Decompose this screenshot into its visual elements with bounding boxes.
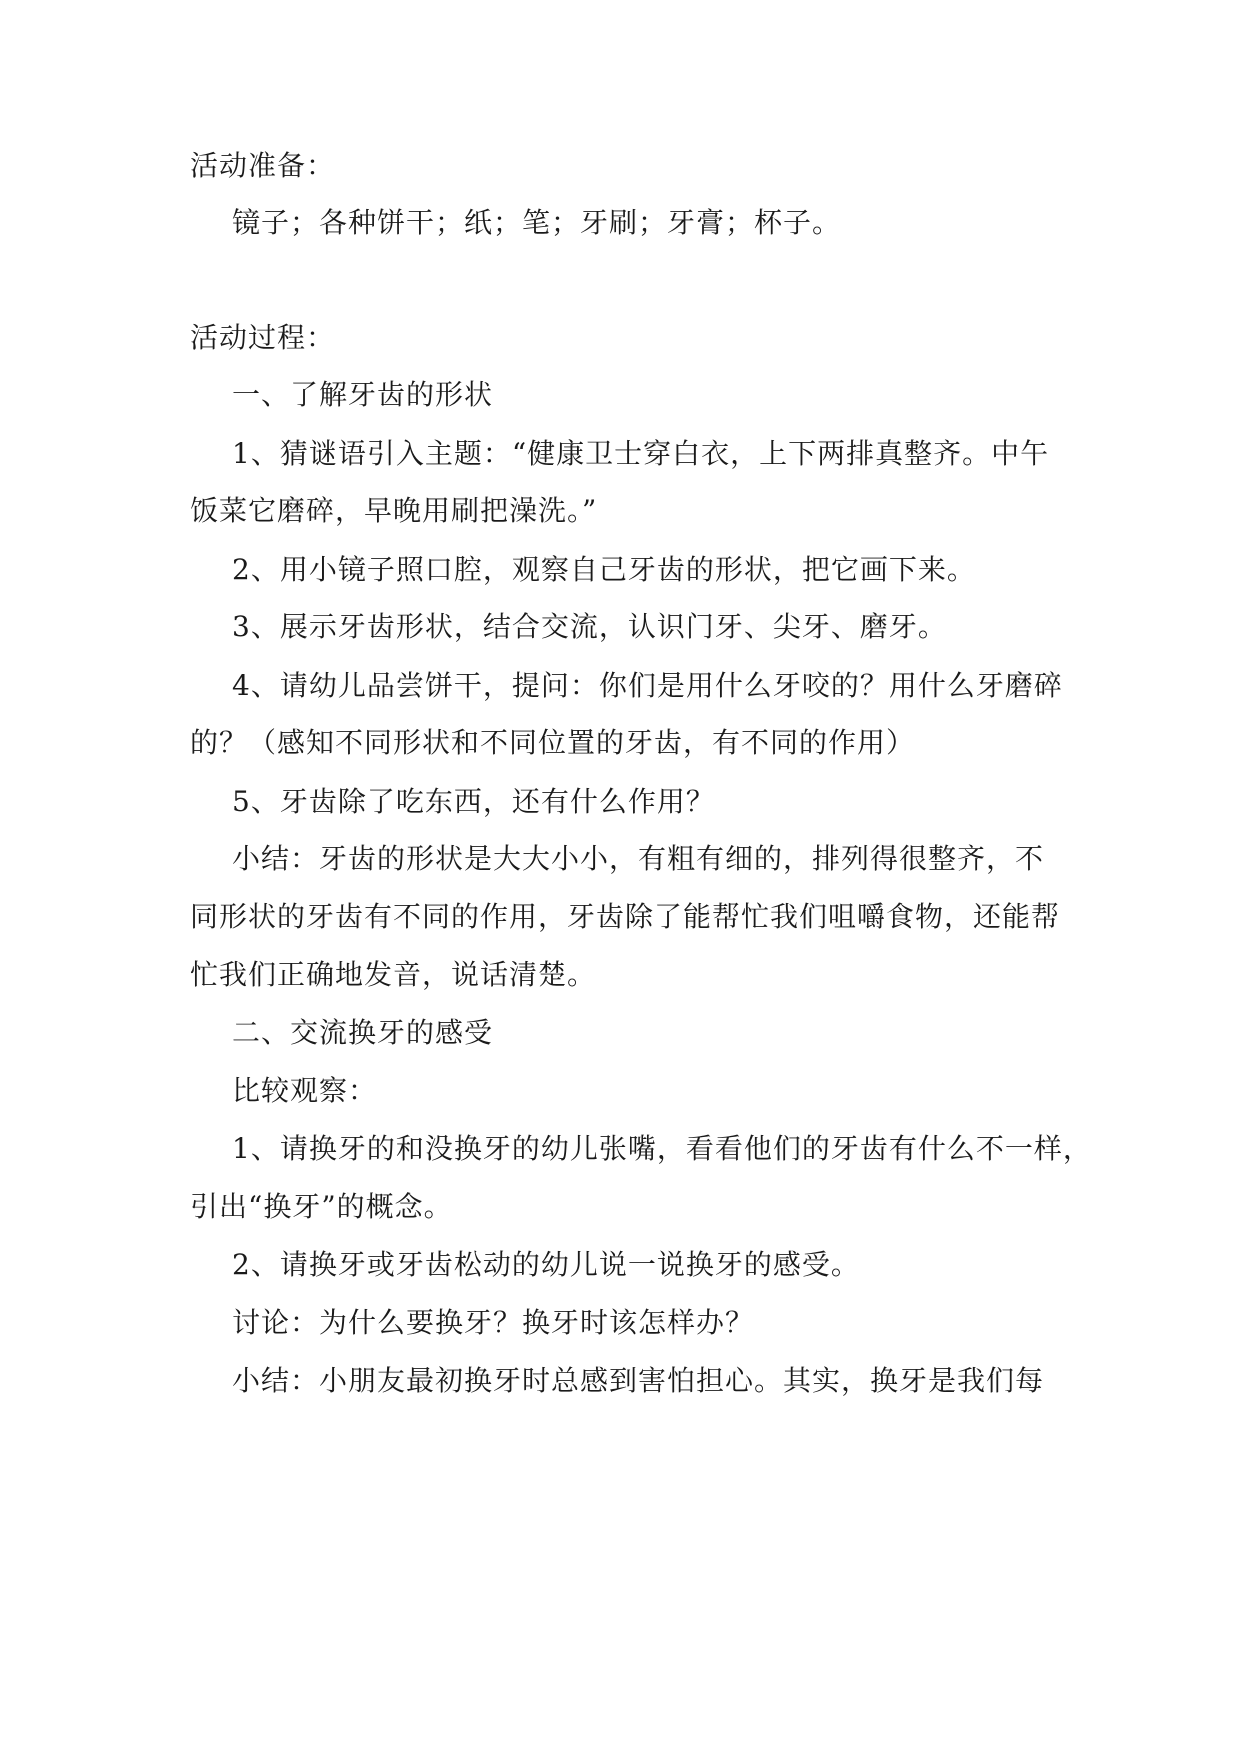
section-1-item-4-line-1: 4、请幼儿品尝饼干，提问：你们是用什么牙咬的？用什么牙磨碎 <box>232 669 1063 702</box>
section-1-summary-line-2: 同形状的牙齿有不同的作用，牙齿除了能帮忙我们咀嚼食物，还能帮 <box>190 900 1061 933</box>
section-2-item-1-line-1: 1、请换牙的和没换牙的幼儿张嘴，看看他们的牙齿有什么不一样， <box>232 1132 1092 1165</box>
section-1-item-5: 5、牙齿除了吃东西，还有什么作用？ <box>232 785 715 818</box>
preparation-heading: 活动准备： <box>190 149 336 182</box>
process-heading: 活动过程： <box>190 321 336 354</box>
section-1-title: 一、了解牙齿的形状 <box>232 378 494 411</box>
section-2-item-1-line-2: 引出“换牙”的概念。 <box>190 1190 453 1223</box>
section-2-summary-line-1: 小结：小朋友最初换牙时总感到害怕担心。其实，换牙是我们每 <box>232 1364 1045 1397</box>
section-1-item-1-line-1: 1、猜谜语引入主题：“健康卫士穿白衣，上下两排真整齐。中午 <box>232 437 1050 470</box>
section-1-summary-line-1: 小结：牙齿的形状是大大小小，有粗有细的，排列得很整齐，不 <box>232 842 1045 875</box>
section-2-title: 二、交流换牙的感受 <box>232 1016 494 1049</box>
section-1-item-3: 3、展示牙齿形状，结合交流，认识门牙、尖牙、磨牙。 <box>232 610 947 643</box>
section-1-item-4-line-2: 的？（感知不同形状和不同位置的牙齿，有不同的作用） <box>190 726 916 759</box>
section-1-item-1-line-2: 饭菜它磨碎，早晚用刷把澡洗。” <box>190 494 598 527</box>
preparation-items: 镜子；各种饼干；纸；笔；牙刷；牙膏；杯子。 <box>232 206 842 239</box>
section-2-discussion: 讨论：为什么要换牙？换牙时该怎样办？ <box>232 1306 755 1339</box>
section-1-summary-line-3: 忙我们正确地发音，说话清楚。 <box>190 958 597 991</box>
section-2-compare-heading: 比较观察： <box>232 1074 378 1107</box>
section-1-item-2: 2、用小镜子照口腔，观察自己牙齿的形状，把它画下来。 <box>232 553 976 586</box>
section-2-item-2: 2、请换牙或牙齿松动的幼儿说一说换牙的感受。 <box>232 1248 860 1281</box>
